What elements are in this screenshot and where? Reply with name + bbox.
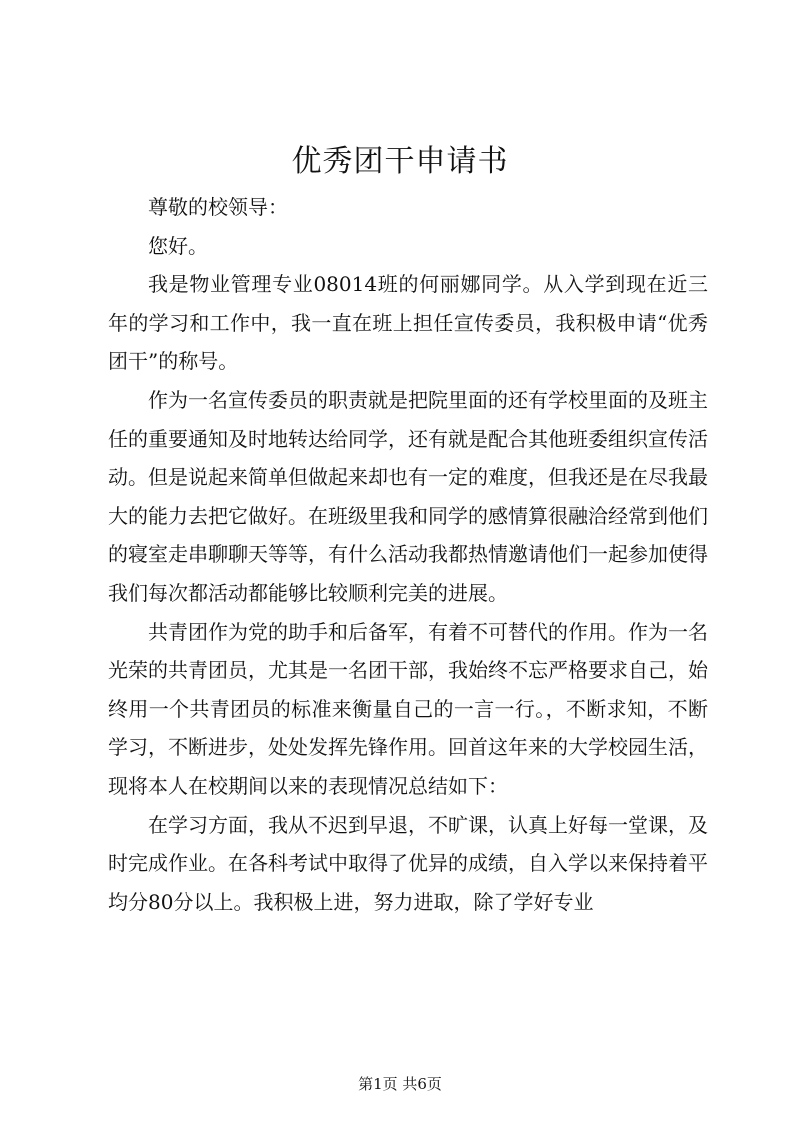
paragraph-introduction: 我是物业管理专业08014班的何丽娜同学。从入学到现在近三年的学习和工作中，我一直在班上担任宣传委员，我积极申请“优秀团干”的称号。	[108, 272, 708, 374]
salutation: 尊敬的校领导：	[148, 195, 288, 219]
paragraph-duties: 作为一名宣传委员的职责就是把院里面的还有学校里面的及班主任的重要通知及时地转达给同学，还有就是配合其他班委组织宣传活动。但是说起来简单但做起来却也有一定的难度，但我还是在尽我最大的能力去把它做好。在班级里我和同学的感情算很融洽经常到他们的寝室走串聊聊天等等，有什么活动我都热情邀请他们一起参加使得我们每次都活动都能够比较顺利完美的进展。	[108, 387, 708, 605]
document-body	[108, 188, 708, 921]
document-title: 优秀团干申请书	[291, 144, 509, 179]
page-footer: 第1页 共6页	[358, 1075, 442, 1093]
paragraph-study: 在学习方面，我从不迟到早退，不旷课，认真上好每一堂课，及时完成作业。在各科考试中取得了优异的成绩，自入学以来保持着平均分80分以上。我积极上进，努力进取，除了学好专业	[108, 812, 708, 914]
paragraph-youth-league: 共青团作为党的助手和后备军，有着不可替代的作用。作为一名光荣的共青团员，尤其是一名团干部，我始终不忘严格要求自己，始终用一个共青团员的标准来衡量自己的一言一行。，不断求知，不断学习，不断进步，处处发挥先锋作用。回首这年来的大学校园生活，现将本人在校期间以来的表现情况总结如下：	[108, 619, 708, 798]
greeting: 您好。	[148, 233, 208, 258]
